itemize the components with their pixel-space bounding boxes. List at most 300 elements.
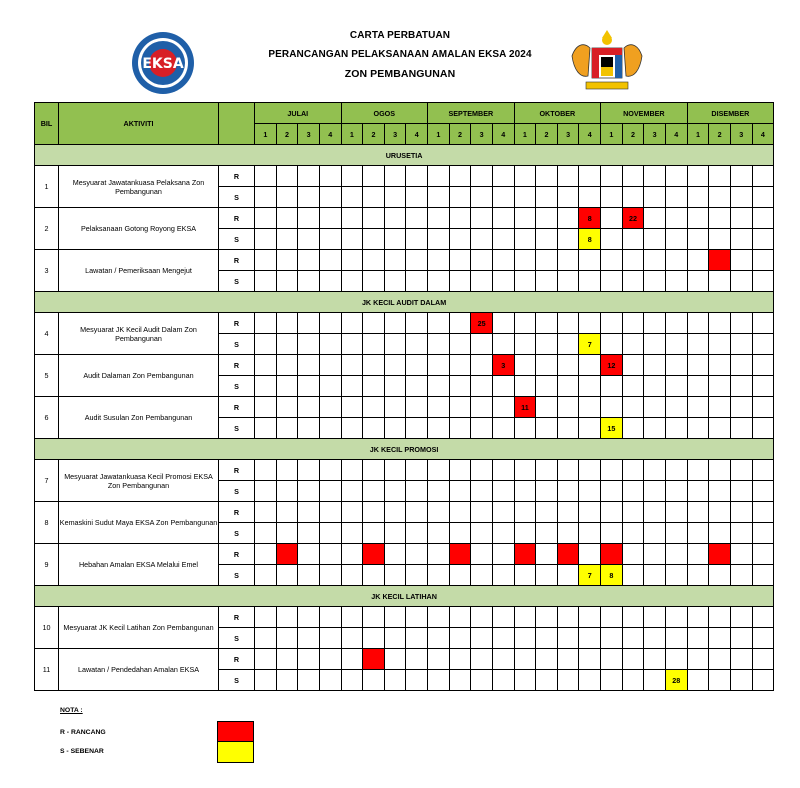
week-cell: [428, 628, 450, 649]
week-cell: [363, 418, 385, 439]
week-cell: [406, 250, 428, 271]
schedule-mark: 22: [622, 208, 644, 229]
week-cell: [514, 460, 536, 481]
type-cell: R: [219, 355, 255, 376]
week-cell: [687, 607, 709, 628]
week-cell: [471, 649, 493, 670]
week-cell: [579, 544, 601, 565]
week-cell: [665, 628, 687, 649]
week-cell: [709, 418, 731, 439]
week-cell: [665, 418, 687, 439]
week-cell: [255, 460, 277, 481]
week-cell: [363, 313, 385, 334]
schedule-table: [34, 102, 774, 691]
week-cell: [579, 628, 601, 649]
week-cell: [536, 502, 558, 523]
week-cell: [319, 187, 341, 208]
week-cell: [557, 208, 579, 229]
week-cell: [276, 418, 298, 439]
week-cell: [514, 481, 536, 502]
week-header: 4: [492, 124, 514, 145]
week-cell: [384, 187, 406, 208]
week-cell: [536, 334, 558, 355]
week-cell: [319, 397, 341, 418]
week-cell: [276, 649, 298, 670]
week-cell: [579, 481, 601, 502]
week-cell: [536, 355, 558, 376]
week-cell: [514, 607, 536, 628]
type-cell: R: [219, 607, 255, 628]
section-row: [35, 292, 774, 313]
week-cell: [428, 229, 450, 250]
week-cell: [319, 208, 341, 229]
schedule-mark: 12: [601, 355, 623, 376]
national-crest-logo: [566, 26, 648, 98]
week-header: 3: [384, 124, 406, 145]
week-cell: [601, 607, 623, 628]
week-cell: [752, 460, 774, 481]
week-cell: [579, 418, 601, 439]
week-cell: [536, 166, 558, 187]
week-cell: [341, 481, 363, 502]
week-cell: [579, 460, 601, 481]
week-cell: [752, 481, 774, 502]
schedule-mark: 8: [579, 229, 601, 250]
week-cell: [298, 355, 320, 376]
week-cell: [363, 271, 385, 292]
week-cell: [601, 166, 623, 187]
week-cell: [384, 460, 406, 481]
week-cell: [536, 523, 558, 544]
week-cell: [384, 208, 406, 229]
week-cell: [298, 397, 320, 418]
week-cell: [601, 187, 623, 208]
week-header: 4: [665, 124, 687, 145]
week-cell: [601, 229, 623, 250]
type-cell: R: [219, 250, 255, 271]
week-cell: [384, 502, 406, 523]
type-cell: S: [219, 334, 255, 355]
week-cell: [709, 313, 731, 334]
week-cell: [536, 376, 558, 397]
week-cell: [492, 166, 514, 187]
week-cell: [255, 229, 277, 250]
section-title: JK KECIL AUDIT DALAM: [35, 292, 774, 313]
week-cell: [644, 649, 666, 670]
bil-cell: 1: [35, 166, 59, 208]
week-cell: [730, 670, 752, 691]
week-cell: [557, 355, 579, 376]
schedule-mark: 7: [579, 334, 601, 355]
week-cell: [492, 334, 514, 355]
week-cell: [730, 544, 752, 565]
week-cell: [428, 166, 450, 187]
week-cell: [536, 250, 558, 271]
week-cell: [384, 250, 406, 271]
week-cell: [298, 208, 320, 229]
week-cell: [665, 481, 687, 502]
week-cell: [514, 271, 536, 292]
week-cell: [579, 271, 601, 292]
week-cell: [449, 397, 471, 418]
week-cell: [687, 271, 709, 292]
week-cell: [514, 313, 536, 334]
week-cell: [341, 271, 363, 292]
week-header: 4: [319, 124, 341, 145]
bil-cell: 9: [35, 544, 59, 586]
week-cell: [709, 649, 731, 670]
week-cell: [665, 334, 687, 355]
schedule-mark: 7: [579, 565, 601, 586]
week-cell: [622, 523, 644, 544]
week-header: 2: [449, 124, 471, 145]
week-cell: [384, 481, 406, 502]
aktiviti-header: AKTIVITI: [59, 103, 219, 145]
week-cell: [319, 460, 341, 481]
week-cell: [514, 523, 536, 544]
week-cell: [622, 313, 644, 334]
week-cell: [276, 628, 298, 649]
week-cell: [384, 313, 406, 334]
week-cell: [255, 208, 277, 229]
week-cell: [276, 208, 298, 229]
schedule-mark: 25: [471, 313, 493, 334]
week-cell: [428, 208, 450, 229]
week-cell: [319, 250, 341, 271]
week-cell: [557, 229, 579, 250]
week-cell: [255, 187, 277, 208]
aktiviti-cell: Audit Susulan Zon Pembangunan: [59, 397, 219, 439]
week-cell: [384, 334, 406, 355]
week-cell: [730, 250, 752, 271]
week-cell: [298, 229, 320, 250]
week-cell: [709, 208, 731, 229]
schedule-mark: 3: [492, 355, 514, 376]
week-cell: [687, 397, 709, 418]
week-cell: [428, 313, 450, 334]
type-cell: S: [219, 187, 255, 208]
week-cell: [449, 481, 471, 502]
week-cell: [622, 166, 644, 187]
week-cell: [298, 460, 320, 481]
week-cell: [709, 397, 731, 418]
week-cell: [384, 670, 406, 691]
week-cell: [341, 418, 363, 439]
week-cell: [471, 502, 493, 523]
zone-title: ZON PEMBANGUNAN: [344, 68, 456, 80]
week-cell: [276, 334, 298, 355]
week-cell: [579, 376, 601, 397]
week-cell: [341, 649, 363, 670]
week-cell: [730, 418, 752, 439]
week-cell: [730, 397, 752, 418]
week-cell: [255, 544, 277, 565]
week-cell: [384, 628, 406, 649]
week-header: 2: [622, 124, 644, 145]
week-cell: [492, 544, 514, 565]
week-cell: [557, 628, 579, 649]
week-cell: [730, 523, 752, 544]
chart-title: CARTA PERBATUAN: [349, 30, 451, 41]
week-cell: [428, 460, 450, 481]
week-cell: [471, 481, 493, 502]
week-cell: [428, 523, 450, 544]
week-cell: [622, 355, 644, 376]
week-cell: [255, 502, 277, 523]
week-cell: [601, 481, 623, 502]
week-cell: [471, 460, 493, 481]
schedule-mark: 8: [601, 565, 623, 586]
table-row: [35, 208, 774, 229]
week-cell: [752, 397, 774, 418]
week-cell: [384, 229, 406, 250]
week-cell: [449, 502, 471, 523]
week-cell: [298, 418, 320, 439]
week-cell: [363, 397, 385, 418]
week-cell: [319, 271, 341, 292]
type-cell: S: [219, 670, 255, 691]
week-cell: [406, 313, 428, 334]
week-cell: [363, 187, 385, 208]
week-cell: [406, 397, 428, 418]
week-cell: [255, 523, 277, 544]
week-cell: [428, 565, 450, 586]
week-cell: [341, 250, 363, 271]
week-cell: [644, 502, 666, 523]
week-cell: [601, 271, 623, 292]
week-cell: [536, 229, 558, 250]
week-cell: [709, 460, 731, 481]
week-cell: [255, 397, 277, 418]
week-cell: [536, 607, 558, 628]
week-cell: [557, 418, 579, 439]
aktiviti-cell: Mesyuarat Jawatankuasa Kecil Promosi EKSA Zon Pembangunan: [59, 460, 219, 502]
week-cell: [449, 649, 471, 670]
week-cell: [428, 271, 450, 292]
week-cell: [730, 187, 752, 208]
week-cell: [428, 397, 450, 418]
week-cell: [514, 628, 536, 649]
week-cell: [557, 670, 579, 691]
week-cell: [536, 397, 558, 418]
month-header: OKTOBER: [514, 103, 601, 124]
week-cell: [492, 607, 514, 628]
week-cell: [687, 250, 709, 271]
week-cell: [428, 502, 450, 523]
week-cell: [665, 607, 687, 628]
week-cell: [276, 376, 298, 397]
week-cell: [557, 523, 579, 544]
week-cell: [298, 250, 320, 271]
week-cell: [644, 334, 666, 355]
week-cell: [601, 397, 623, 418]
table-row: [35, 250, 774, 271]
week-cell: [492, 649, 514, 670]
week-cell: [363, 229, 385, 250]
week-cell: [276, 670, 298, 691]
week-cell: [622, 418, 644, 439]
week-cell: [579, 355, 601, 376]
week-cell: [384, 544, 406, 565]
legend-rancang-label: R - RANCANG: [60, 729, 106, 736]
week-cell: [601, 670, 623, 691]
week-cell: [665, 355, 687, 376]
type-cell: S: [219, 271, 255, 292]
week-cell: [687, 355, 709, 376]
week-cell: [406, 544, 428, 565]
week-cell: [730, 376, 752, 397]
week-cell: [730, 628, 752, 649]
week-cell: [514, 187, 536, 208]
week-cell: [449, 670, 471, 691]
week-cell: [406, 670, 428, 691]
week-cell: [730, 460, 752, 481]
week-cell: [471, 250, 493, 271]
week-cell: [514, 208, 536, 229]
table-row: [35, 649, 774, 670]
week-cell: [687, 565, 709, 586]
week-cell: [319, 229, 341, 250]
week-cell: [752, 229, 774, 250]
week-cell: [536, 565, 558, 586]
week-cell: [622, 229, 644, 250]
week-cell: [428, 544, 450, 565]
week-cell: [406, 523, 428, 544]
week-cell: [730, 166, 752, 187]
type-cell: S: [219, 481, 255, 502]
week-cell: [730, 565, 752, 586]
week-cell: [255, 250, 277, 271]
week-cell: [601, 334, 623, 355]
page-header: [0, 0, 800, 100]
week-header: 1: [687, 124, 709, 145]
section-row: [35, 145, 774, 166]
week-cell: [449, 523, 471, 544]
bil-cell: 11: [35, 649, 59, 691]
table-row: [35, 460, 774, 481]
week-header: 1: [341, 124, 363, 145]
week-cell: [363, 565, 385, 586]
week-cell: [644, 397, 666, 418]
week-cell: [665, 544, 687, 565]
week-cell: [363, 670, 385, 691]
month-header: OGOS: [341, 103, 428, 124]
week-cell: [687, 334, 709, 355]
week-cell: [709, 334, 731, 355]
week-cell: [471, 544, 493, 565]
week-cell: [622, 481, 644, 502]
week-cell: [752, 649, 774, 670]
week-cell: [622, 607, 644, 628]
week-cell: [449, 607, 471, 628]
week-cell: [449, 187, 471, 208]
week-cell: [319, 523, 341, 544]
week-cell: [406, 376, 428, 397]
table-row: [35, 397, 774, 418]
type-cell: R: [219, 649, 255, 670]
week-header: 1: [428, 124, 450, 145]
week-cell: [255, 607, 277, 628]
week-cell: [514, 502, 536, 523]
week-cell: [492, 376, 514, 397]
week-cell: [319, 166, 341, 187]
week-cell: [298, 187, 320, 208]
week-cell: [557, 334, 579, 355]
week-cell: [665, 649, 687, 670]
week-header: 3: [557, 124, 579, 145]
week-cell: [492, 313, 514, 334]
legend-rancang-swatch: [217, 721, 254, 743]
week-cell: [687, 523, 709, 544]
week-cell: [341, 355, 363, 376]
week-cell: [752, 271, 774, 292]
month-header: SEPTEMBER: [428, 103, 515, 124]
week-cell: [428, 334, 450, 355]
week-cell: [644, 523, 666, 544]
week-cell: [730, 607, 752, 628]
week-cell: [601, 250, 623, 271]
week-cell: [622, 649, 644, 670]
week-cell: [298, 523, 320, 544]
week-cell: [622, 544, 644, 565]
type-cell: R: [219, 208, 255, 229]
week-cell: [384, 166, 406, 187]
week-cell: [709, 229, 731, 250]
week-cell: [406, 565, 428, 586]
week-cell: [363, 208, 385, 229]
week-cell: [536, 628, 558, 649]
week-cell: [687, 418, 709, 439]
week-cell: [449, 313, 471, 334]
week-cell: [471, 397, 493, 418]
week-cell: [752, 565, 774, 586]
week-cell: [428, 355, 450, 376]
week-cell: [752, 502, 774, 523]
week-cell: [492, 250, 514, 271]
week-header: 1: [255, 124, 277, 145]
week-cell: [341, 208, 363, 229]
week-cell: [709, 271, 731, 292]
week-cell: [471, 565, 493, 586]
week-cell: [276, 502, 298, 523]
week-cell: [709, 502, 731, 523]
week-cell: [622, 460, 644, 481]
week-cell: [492, 271, 514, 292]
week-cell: [449, 166, 471, 187]
week-cell: [644, 355, 666, 376]
week-cell: [276, 523, 298, 544]
chart-subtitle: PERANCANGAN PELAKSANAAN AMALAN EKSA 2024: [268, 49, 532, 60]
week-cell: [601, 208, 623, 229]
week-cell: [406, 187, 428, 208]
week-cell: [730, 355, 752, 376]
week-cell: [341, 229, 363, 250]
week-header: 2: [709, 124, 731, 145]
week-cell: [557, 187, 579, 208]
week-cell: [406, 229, 428, 250]
week-cell: [752, 523, 774, 544]
week-cell: [471, 355, 493, 376]
week-cell: [622, 250, 644, 271]
schedule-mark: 15: [601, 418, 623, 439]
week-cell: [428, 376, 450, 397]
week-cell: [687, 502, 709, 523]
week-cell: [276, 250, 298, 271]
week-cell: [319, 565, 341, 586]
week-cell: [665, 166, 687, 187]
week-cell: [341, 166, 363, 187]
type-cell: S: [219, 418, 255, 439]
